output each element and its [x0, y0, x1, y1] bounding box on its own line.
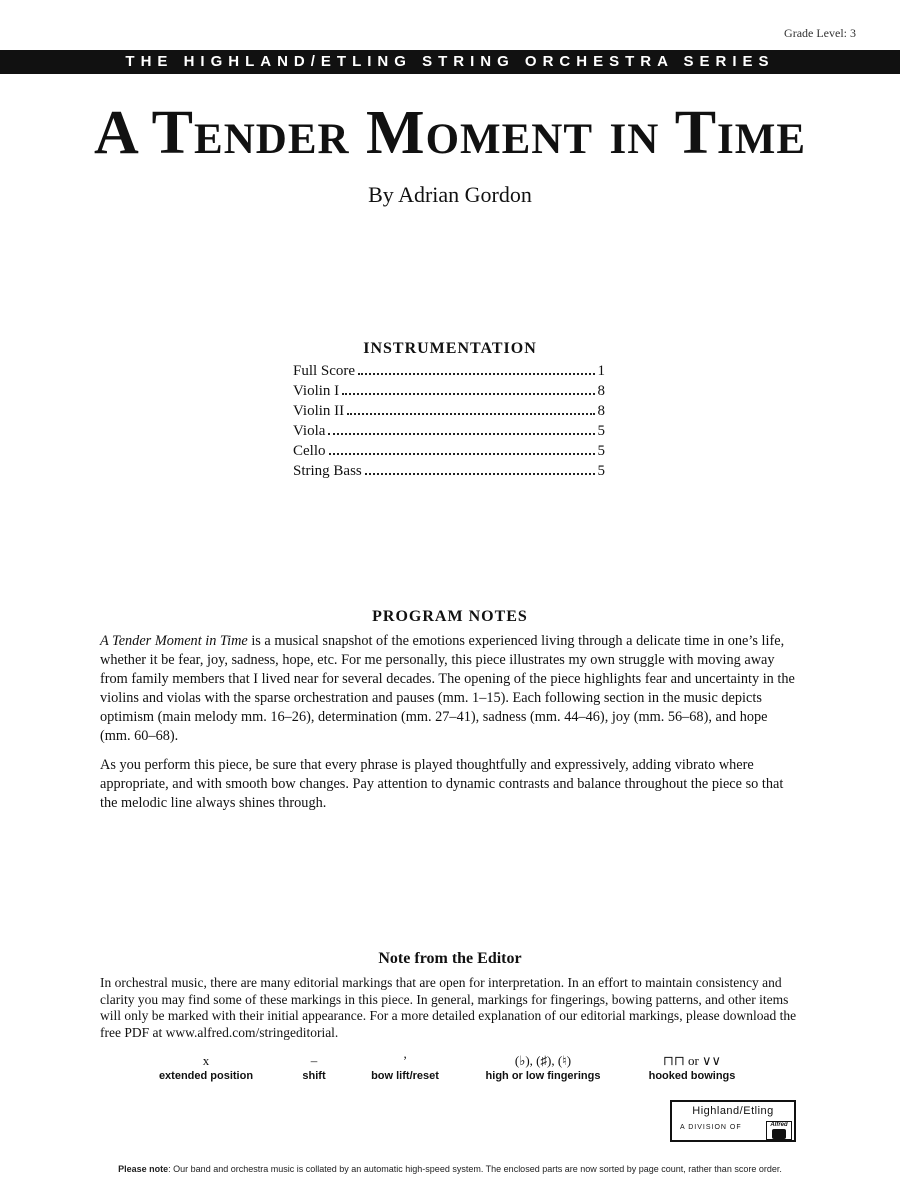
publisher-division: A DIVISION OF	[680, 1124, 742, 1131]
accidental-fingerings-icon: (♭), (♯), (♮)	[514, 1053, 572, 1068]
dot-leader	[342, 393, 594, 395]
instrumentation-row	[293, 383, 605, 403]
legend-label: shift	[302, 1070, 326, 1082]
instrumentation-row	[293, 443, 605, 463]
program-notes-heading: PROGRAM NOTES	[372, 608, 528, 625]
legend-label: hooked bowings	[648, 1070, 736, 1082]
legend-label: high or low fingerings	[485, 1070, 601, 1082]
program-notes-text: is a musical snapshot of the emotions experienced living through a delicate time in one’s life, whether it be fear, joy, sadness, hope, etc. For me personally, this piece illustrates my own struggle with moving away from family members that I lived near for several decades. The opening of the piece highlights fear and uncertainty in the violins and violas with the sparse orchestration and pauses (mm. 1–15). Each following section in the music depicts optimism (main melody mm. 16–26), determination (mm. 27–41), sadness (mm. 44–46), joy (mm. 56–68), and hope (mm. 60–68).	[100, 633, 795, 744]
footer-note-text: : Our band and orchestra music is collated by an automatic high-speed system. The enclosed parts are now sorted by page count, rather than score order.	[168, 1164, 782, 1174]
instrument-count: 1	[597, 363, 605, 379]
program-notes-body	[100, 632, 800, 823]
publisher-logo	[670, 1100, 796, 1142]
instrumentation-list	[293, 363, 605, 483]
legend-label: extended position	[158, 1070, 254, 1082]
hooked-bowings-icon: ⊓⊓ or ∨∨	[662, 1053, 722, 1068]
dot-leader	[347, 413, 594, 415]
editorial-markings-legend	[150, 1052, 750, 1092]
extended-position-icon: x	[202, 1053, 210, 1068]
legend-item-fingerings	[486, 1052, 601, 1082]
legend-item-bow-lift	[371, 1052, 439, 1082]
alfred-logo-text: Alfred	[770, 1122, 788, 1128]
instrumentation-row	[293, 463, 605, 483]
editor-note-heading: Note from the Editor	[378, 950, 522, 967]
piece-title-italic: A Tender Moment in Time	[100, 633, 248, 649]
dot-leader	[328, 433, 594, 435]
grade-level: Grade Level: 3	[784, 26, 856, 40]
instrument-name: Cello	[293, 443, 326, 459]
instrumentation-row	[293, 423, 605, 443]
legend-item-extended-position	[159, 1052, 253, 1082]
alfred-logo-icon	[766, 1121, 792, 1140]
instrument-count: 5	[597, 423, 605, 439]
shift-icon: –	[310, 1053, 318, 1068]
instrument-count: 5	[597, 463, 605, 479]
legend-label: bow lift/reset	[371, 1070, 439, 1082]
publisher-name: Highland/Etling	[692, 1105, 774, 1117]
instrument-name: Full Score	[293, 363, 356, 379]
page-title: A Tender Moment in Time	[93, 99, 807, 167]
dot-leader	[358, 373, 594, 375]
alfred-mark-icon	[772, 1129, 786, 1139]
program-notes-paragraph: As you perform this piece, be sure that every phrase is played thoughtfully and expressively, adding vibrato where appropriate, and with smooth bow changes. Pay attention to dynamic contrasts and balance throughout the piece so that the melodic line always shines through.	[100, 757, 784, 811]
composer-byline: By Adrian Gordon	[368, 182, 532, 207]
legend-item-hooked-bowings	[649, 1052, 736, 1082]
series-banner: THE HIGHLAND/ETLING STRING ORCHESTRA SERIES	[0, 50, 900, 74]
bow-lift-icon: ’	[402, 1053, 408, 1068]
program-notes-paragraph	[100, 632, 800, 746]
instrument-name: Violin II	[293, 403, 345, 419]
instrumentation-row	[293, 403, 605, 423]
instrument-name: Violin I	[293, 383, 340, 399]
editor-note-body: In orchestral music, there are many editorial markings that are open for interpretation. In an effort to maintain consistency and clarity you may find some of these markings in this piece. In general, markings for fingerings, bowing patterns, and other items will only be marked with their initial appearance. For a more detailed explanation of our editorial markings, please download the free PDF at www.alfred.com/stringeditorial.	[100, 975, 797, 1040]
instrumentation-row	[293, 363, 605, 383]
instrument-name: Viola	[293, 423, 326, 439]
footer-note	[0, 1164, 900, 1174]
dot-leader	[329, 453, 595, 455]
instrument-name: String Bass	[293, 463, 362, 479]
dot-leader	[365, 473, 595, 475]
instrumentation-heading: INSTRUMENTATION	[363, 340, 537, 357]
instrument-count: 5	[597, 443, 605, 459]
instrument-count: 8	[597, 403, 605, 419]
instrument-count: 8	[597, 383, 605, 399]
legend-item-shift	[302, 1052, 325, 1082]
footer-note-label: Please note	[118, 1164, 169, 1174]
